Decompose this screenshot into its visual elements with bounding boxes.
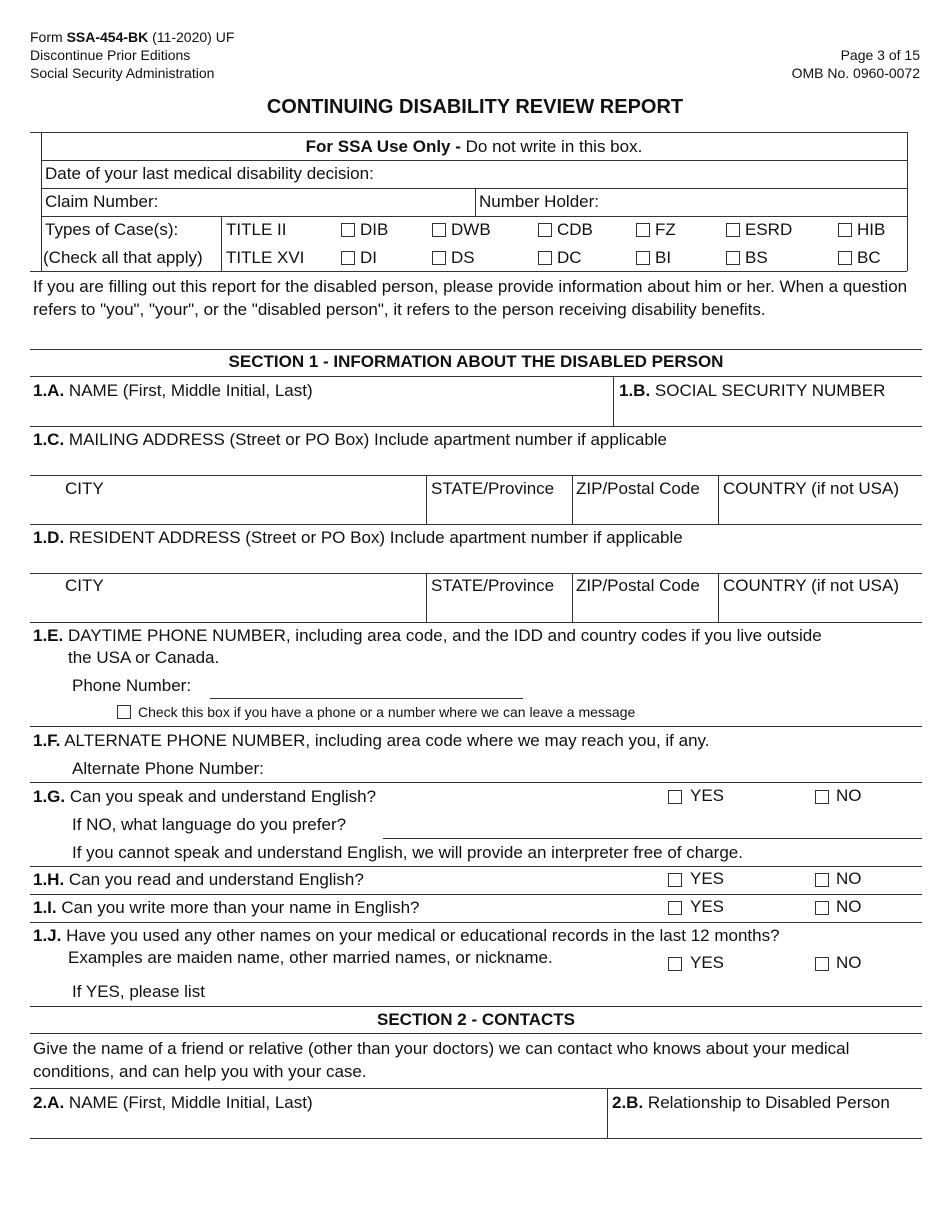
cdb-checkbox[interactable] <box>538 223 552 237</box>
form-title: CONTINUING DISABILITY REVIEW REPORT <box>266 96 684 118</box>
title-ii-label: TITLE II <box>226 220 287 239</box>
section1-title: SECTION 1 - INFORMATION ABOUT THE DISABLED PERSON <box>228 352 724 371</box>
resident-zip-input[interactable] <box>577 598 717 622</box>
types-of-cases-label: Types of Case(s): <box>45 220 179 239</box>
hib-label: HIB <box>857 220 886 239</box>
q1h-no-checkbox[interactable] <box>815 873 829 887</box>
ds-checkbox[interactable] <box>432 251 446 265</box>
q1i-yes-checkbox[interactable] <box>668 901 682 915</box>
dc-label: DC <box>557 248 582 267</box>
bc-checkbox[interactable] <box>838 251 852 265</box>
ds-label: DS <box>451 248 475 267</box>
intro-paragraph: If you are filling out this report for the disabled person, please provide information about him or her. When a question refers to "you", "your", or the "disabled person", it refers to the person receiving disability benefits. <box>33 277 908 319</box>
dib-checkbox[interactable] <box>341 223 355 237</box>
q2b-label: 2.B. Relationship to Disabled Person <box>612 1093 890 1112</box>
q1j-yes-checkbox[interactable] <box>668 957 682 971</box>
q1g-label: 1.G. Can you speak and understand English? <box>33 787 377 806</box>
q2a-label: 2.A. NAME (First, Middle Initial, Last) <box>33 1093 313 1112</box>
resident-country-input[interactable] <box>723 598 921 622</box>
q1g-no-checkbox[interactable] <box>815 790 829 804</box>
q1h-label: 1.H. Can you read and understand English? <box>33 870 364 889</box>
language-input[interactable] <box>385 814 924 836</box>
other-names-input[interactable] <box>225 981 919 1003</box>
dwb-label: DWB <box>451 220 491 239</box>
other-names-label: If YES, please list <box>72 982 205 1001</box>
bs-checkbox[interactable] <box>726 251 740 265</box>
mailing-address-input[interactable] <box>34 451 918 475</box>
q1a-label: 1.A. NAME (First, Middle Initial, Last) <box>33 381 313 400</box>
bc-label: BC <box>857 248 881 267</box>
q1b-label: 1.B. SOCIAL SECURITY NUMBER <box>619 381 886 400</box>
mailing-zip-label: ZIP/Postal Code <box>576 479 700 498</box>
phone-number-input[interactable] <box>210 676 527 698</box>
page-number: Page 3 of 15 <box>840 47 920 63</box>
number-holder-label: Number Holder: <box>479 192 599 211</box>
check-all-label: (Check all that apply) <box>43 248 203 267</box>
mailing-city-label: CITY <box>65 479 104 498</box>
fz-label: FZ <box>655 220 676 239</box>
q1j-no-checkbox[interactable] <box>815 957 829 971</box>
q1g-no-label: NO <box>836 786 862 805</box>
q1i-yes-label: YES <box>690 897 725 916</box>
alt-phone-input[interactable] <box>290 758 714 780</box>
dib-label: DIB <box>360 220 389 239</box>
resident-city-label: CITY <box>65 576 104 595</box>
q1h-no-label: NO <box>836 869 862 888</box>
hib-checkbox[interactable] <box>838 223 852 237</box>
alt-phone-label: Alternate Phone Number: <box>72 759 264 778</box>
esrd-label: ESRD <box>745 220 793 239</box>
q1c-label: 1.C. MAILING ADDRESS (Street or PO Box) Include apartment number if applicable <box>33 430 667 449</box>
mailing-country-label: COUNTRY (if not USA) <box>723 479 900 498</box>
language-label: If NO, what language do you prefer? <box>72 815 347 834</box>
title-xvi-label: TITLE XVI <box>226 248 305 267</box>
bs-label: BS <box>745 248 768 267</box>
phone-number-label: Phone Number: <box>72 676 192 695</box>
omb-number: OMB No. 0960-0072 <box>791 65 920 81</box>
form-number: Form SSA-454-BK (11-2020) UF <box>30 29 235 45</box>
q1f-label: 1.F. ALTERNATE PHONE NUMBER, including area code where we may reach you, if any. <box>33 731 710 750</box>
cdb-label: CDB <box>557 220 593 239</box>
resident-state-label: STATE/Province <box>431 576 555 595</box>
section2-intro: Give the name of a friend or relative (other than your doctors) we can contact who knows about your medical conditions, and can help you with your case. <box>33 1039 850 1081</box>
claim-number-label: Claim Number: <box>45 192 159 211</box>
mailing-state-label: STATE/Province <box>431 479 555 498</box>
q1g-yes-checkbox[interactable] <box>668 790 682 804</box>
agency-name: Social Security Administration <box>30 65 215 81</box>
last-decision-label: Date of your last medical disability decision: <box>45 164 374 183</box>
discontinue-note: Discontinue Prior Editions <box>30 47 191 63</box>
q1h-yes-label: YES <box>690 869 725 888</box>
leave-message-checkbox[interactable] <box>117 705 131 719</box>
contact-relationship-input[interactable] <box>613 1114 921 1138</box>
ssn-input[interactable] <box>619 402 921 426</box>
q1e-label: 1.E. DAYTIME PHONE NUMBER, including area code, and the IDD and country codes if you live outside <box>33 626 822 645</box>
bi-checkbox[interactable] <box>636 251 650 265</box>
esrd-checkbox[interactable] <box>726 223 740 237</box>
name-input[interactable] <box>34 402 608 426</box>
resident-zip-label: ZIP/Postal Code <box>576 576 700 595</box>
dwb-checkbox[interactable] <box>432 223 446 237</box>
di-checkbox[interactable] <box>341 251 355 265</box>
q1j-label-line2: Examples are maiden name, other married names, or nickname. <box>68 948 553 967</box>
q1j-label: 1.J. Have you used any other names on your medical or educational records in the last 12 months? <box>33 926 780 945</box>
mailing-zip-input[interactable] <box>577 500 717 524</box>
q1i-label: 1.I. Can you write more than your name in English? <box>33 898 420 917</box>
resident-country-label: COUNTRY (if not USA) <box>723 576 900 595</box>
q1h-yes-checkbox[interactable] <box>668 873 682 887</box>
mailing-country-input[interactable] <box>723 500 921 524</box>
interpreter-note: If you cannot speak and understand English, we will provide an interpreter free of charge. <box>72 843 743 862</box>
resident-state-input[interactable] <box>431 598 571 622</box>
q1d-label: 1.D. RESIDENT ADDRESS (Street or PO Box) Include apartment number if applicable <box>33 528 683 547</box>
contact-name-input[interactable] <box>34 1114 603 1138</box>
resident-address-input[interactable] <box>34 549 918 573</box>
di-label: DI <box>360 248 377 267</box>
q1j-no-label: NO <box>836 953 862 972</box>
mailing-state-input[interactable] <box>431 500 571 524</box>
q1i-no-label: NO <box>836 897 862 916</box>
q1e-label-line2: the USA or Canada. <box>68 648 220 667</box>
mailing-city-input[interactable] <box>34 500 423 524</box>
section2-title: SECTION 2 - CONTACTS <box>376 1010 576 1029</box>
fz-checkbox[interactable] <box>636 223 650 237</box>
q1j-yes-label: YES <box>690 953 725 972</box>
leave-message-label: Check this box if you have a phone or a number where we can leave a message <box>138 704 636 720</box>
q1i-no-checkbox[interactable] <box>815 901 829 915</box>
q1g-yes-label: YES <box>690 786 725 805</box>
resident-city-input[interactable] <box>34 598 423 622</box>
dc-checkbox[interactable] <box>538 251 552 265</box>
bi-label: BI <box>655 248 672 267</box>
ssa-use-only-heading: For SSA Use Only - Do not write in this box. <box>305 137 643 156</box>
